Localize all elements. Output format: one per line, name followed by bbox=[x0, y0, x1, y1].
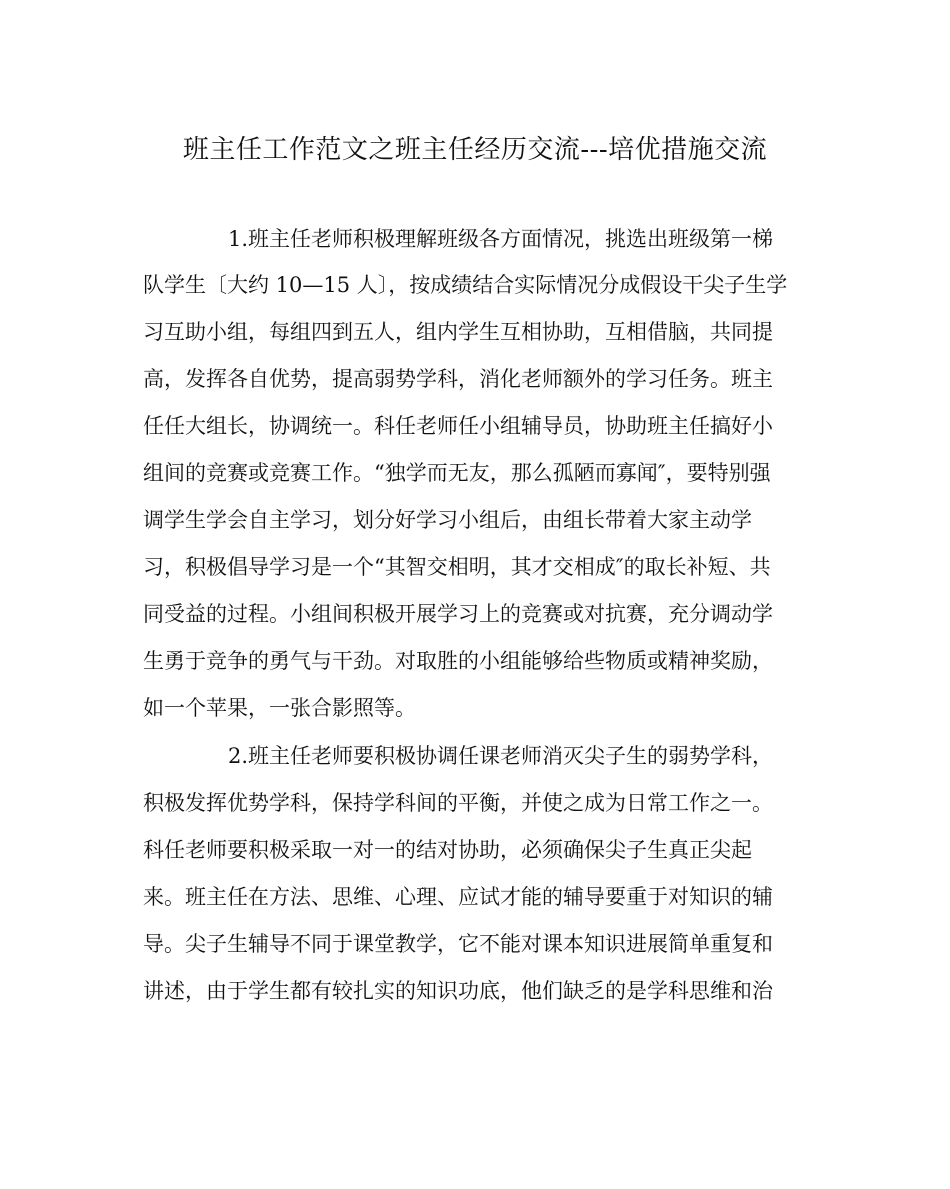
paragraph-2-line: 导。尖子生辅导不同于课堂教学，它不能对课本知识进展简单重复和 bbox=[143, 932, 773, 956]
paragraph-1-line: 调学生学会自主学习，划分好学习小组后，由组长带着大家主动学 bbox=[143, 508, 752, 532]
paragraph-1-line: 1.班主任老师积极理解班级各方面情况，挑选出班级第一梯 bbox=[228, 227, 774, 251]
document-title: 班主任工作范文之班主任经历交流---培优措施交流 bbox=[182, 135, 768, 165]
paragraph-1-line: 习，积极倡导学习是一个“其智交相明，其才交相成″的取长补短、共 bbox=[143, 555, 771, 579]
paragraph-2-line: 积极发挥优势学科，保持学科间的平衡，并使之成为日常工作之一。 bbox=[143, 791, 773, 815]
paragraph-1-line: 生勇于竞争的勇气与干劲。对取胜的小组能够给些物质或精神奖励， bbox=[143, 649, 773, 673]
paragraph-1-line: 习互助小组，每组四到五人，组内学生互相协助，互相借脑，共同提 bbox=[143, 320, 773, 344]
paragraph-2-line: 来。班主任在方法、思维、心理、应试才能的辅导要重于对知识的辅 bbox=[143, 885, 773, 909]
paragraph-1-line: 任任大组长，协调统一。科任老师任小组辅导员，协助班主任搞好小 bbox=[143, 414, 773, 438]
paragraph-2-line: 讲述，由于学生都有较扎实的知识功底，他们缺乏的是学科思维和治 bbox=[143, 979, 773, 1003]
paragraph-1-line: 组间的竞赛或竞赛工作。“独学而无友，那么孤陋而寡闻″，要特别强 bbox=[143, 461, 771, 485]
paragraph-1-line: 同受益的过程。小组间积极开展学习上的竞赛或对抗赛，充分调动学 bbox=[143, 602, 773, 626]
paragraph-1-line: 如一个苹果，一张合影照等。 bbox=[143, 696, 416, 720]
paragraph-2-line: 2.班主任老师要积极协调任课老师消灭尖子生的弱势学科， bbox=[228, 744, 774, 768]
paragraph-1-line: 高，发挥各自优势，提高弱势学科，消化老师额外的学习任务。班主 bbox=[143, 367, 773, 391]
paragraph-2-line: 科任老师要积极采取一对一的结对协助，必须确保尖子生真正尖起 bbox=[143, 838, 752, 862]
paragraph-1-line: 队学生〔大约 10—15 人〕，按成绩结合实际情况分成假设干尖子生学 bbox=[143, 273, 788, 297]
